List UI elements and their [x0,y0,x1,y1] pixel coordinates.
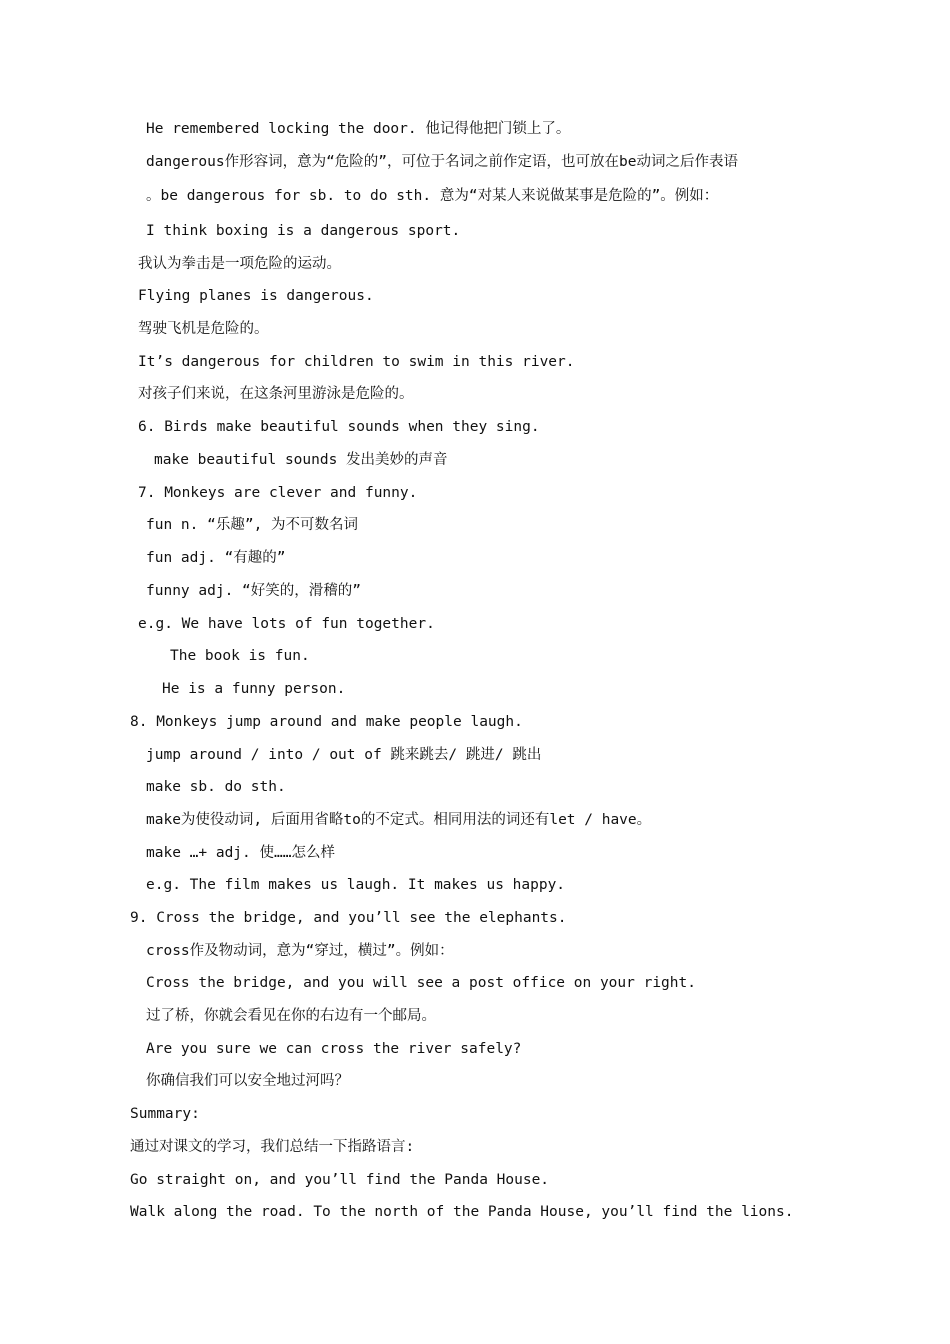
text-line: 对孩子们来说，在这条河里游泳是危险的。 [138,386,414,402]
list-item-heading: 8. Monkeys jump around and make people laugh. [130,714,523,730]
section-heading: Summary: [130,1106,200,1122]
text-line: fun n. “乐趣”, 为不可数名词 [146,517,359,533]
text-line: Flying planes is dangerous. [138,288,374,304]
text-line: 通过对课文的学习，我们总结一下指路语言: [130,1139,415,1155]
text-line: 你确信我们可以安全地过河吗？ [146,1073,349,1089]
text-line: e.g. We have lots of fun together. [138,616,435,632]
text-line: Are you sure we can cross the river safely? [146,1041,522,1057]
text-line: 过了桥，你就会看见在你的右边有一个邮局。 [146,1008,436,1024]
text-line: dangerous作形容词，意为“危险的”，可位于名词之前作定语，也可放在be动词之后作表语 [146,154,738,170]
text-line: 驾驶飞机是危险的。 [138,321,269,337]
text-line: e.g. The film makes us laugh. It makes us happy. [146,877,566,893]
text-line: The book is fun. [170,648,310,664]
text-line: 我认为拳击是一项危险的运动。 [138,256,341,272]
text-line: fun adj. “有趣的” [146,550,286,566]
text-line: He is a funny person. [162,681,346,697]
text-line: make beautiful sounds 发出美妙的声音 [154,452,448,468]
text-line: He remembered locking the door. 他记得他把门锁上了。 [146,121,571,137]
text-line: Cross the bridge, and you will see a post office on your right. [146,975,696,991]
text-line: cross作及物动词，意为“穿过，横过”。例如： [146,943,454,959]
text-line: make为使役动词, 后面用省略to的不定式。相同用法的词还有let / have。 [146,812,652,828]
text-line: make sb. do sth. [146,779,286,795]
text-line: I think boxing is a dangerous sport. [146,223,461,239]
list-item-heading: 6. Birds make beautiful sounds when they sing. [138,419,540,435]
text-line: jump around / into / out of 跳来跳去/ 跳进/ 跳出 [146,747,542,763]
text-line: Go straight on, and you’ll find the Panda House. [130,1172,550,1188]
text-line: 。be dangerous for sb. to do sth. 意为“对某人来说做某事是危险的”。例如： [146,188,719,204]
text-line: It’s dangerous for children to swim in this river. [138,354,575,370]
text-line: funny adj. “好笑的，滑稽的” [146,583,361,599]
text-line: Walk along the road. To the north of the Panda House, you’ll find the lions. [130,1204,794,1220]
text-line: make …+ adj. 使……怎么样 [146,845,335,861]
list-item-heading: 9. Cross the bridge, and you’ll see the elephants. [130,910,567,926]
list-item-heading: 7. Monkeys are clever and funny. [138,485,418,501]
